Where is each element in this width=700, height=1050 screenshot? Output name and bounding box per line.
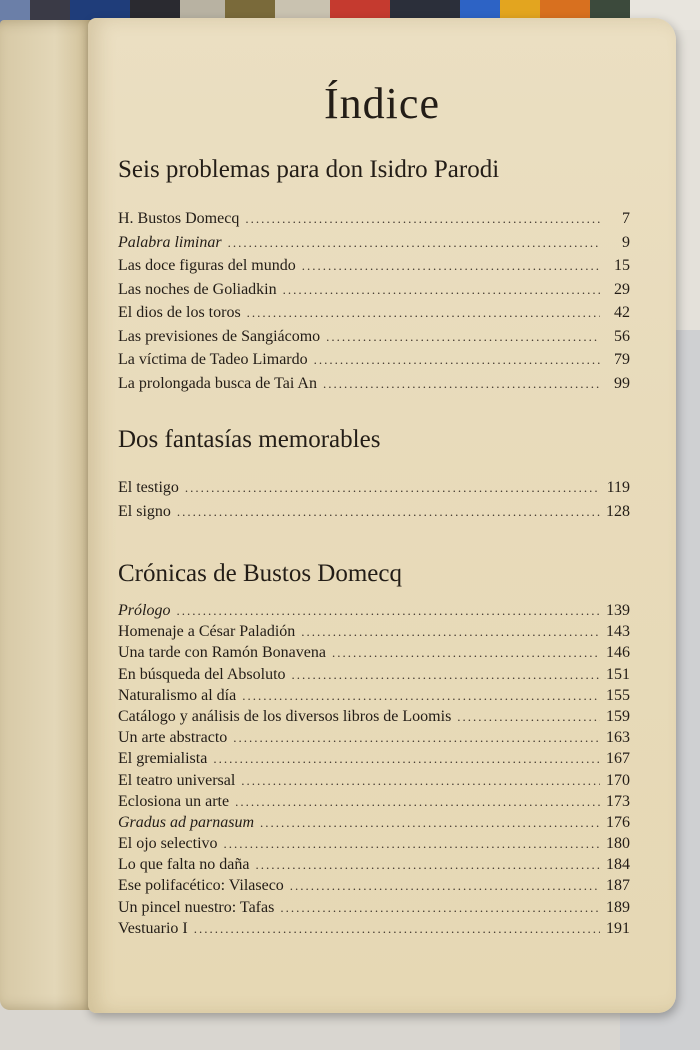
dot-leader bbox=[185, 480, 600, 496]
toc-entry-page-number: 170 bbox=[606, 771, 630, 789]
page-title: Índice bbox=[324, 79, 440, 128]
toc-entry-page-number: 189 bbox=[606, 898, 630, 916]
toc-entry bbox=[118, 687, 630, 708]
toc-entry-page-number: 42 bbox=[614, 304, 630, 321]
dot-leader bbox=[213, 751, 600, 767]
toc-entry-page-number: 159 bbox=[606, 707, 630, 725]
toc-entry bbox=[118, 708, 630, 729]
section-entries-1 bbox=[118, 210, 630, 398]
toc-entry-title: Prólogo bbox=[118, 602, 171, 619]
toc-entry-title: Las doce figuras del mundo bbox=[118, 257, 296, 274]
toc-entry-title: Palabra liminar bbox=[118, 233, 222, 251]
toc-entry-page-number: 155 bbox=[606, 686, 630, 704]
toc-entry bbox=[118, 856, 630, 877]
toc-entry bbox=[118, 375, 630, 399]
toc-entry-page-number: 184 bbox=[606, 856, 630, 874]
dot-leader bbox=[233, 730, 600, 746]
toc-entry bbox=[118, 304, 630, 328]
toc-entry-page-number: 29 bbox=[614, 280, 630, 298]
book-page bbox=[88, 18, 676, 1013]
toc-entry bbox=[118, 479, 630, 503]
toc-entry-page-number: 15 bbox=[614, 257, 630, 274]
toc-entry-page-number: 187 bbox=[606, 877, 630, 895]
toc-entry-title: Una tarde con Ramón Bonavena bbox=[118, 644, 326, 662]
toc-entry-title: Vestuario I bbox=[118, 919, 188, 937]
dot-leader bbox=[194, 921, 600, 937]
toc-entry-title: El dios de los toros bbox=[118, 304, 241, 321]
dot-leader bbox=[314, 352, 600, 368]
toc-entry-page-number: 99 bbox=[614, 374, 630, 392]
dot-leader bbox=[283, 282, 600, 298]
toc-entry bbox=[118, 920, 630, 941]
dot-leader bbox=[235, 794, 600, 810]
toc-entry-title: El gremialista bbox=[118, 750, 208, 768]
dot-leader bbox=[290, 878, 600, 894]
section-heading-3: Crónicas de Bustos Domecq bbox=[118, 560, 402, 587]
toc-entry-page-number: 173 bbox=[606, 792, 630, 810]
toc-entry bbox=[118, 835, 630, 856]
toc-entry-title: Naturalismo al día bbox=[118, 686, 237, 704]
dot-leader bbox=[242, 688, 600, 704]
toc-entry-page-number: 79 bbox=[614, 351, 630, 368]
toc-entry bbox=[118, 328, 630, 352]
toc-entry-title: Un arte abstracto bbox=[118, 729, 228, 747]
toc-entry-page-number: 163 bbox=[606, 729, 630, 747]
toc-entry-title: Homenaje a César Paladión bbox=[118, 623, 296, 641]
toc-entry-title: Las previsiones de Sangiácomo bbox=[118, 327, 321, 345]
toc-entry bbox=[118, 602, 630, 623]
toc-entry-page-number: 180 bbox=[606, 835, 630, 853]
toc-entry bbox=[118, 257, 630, 281]
toc-entry-page-number: 9 bbox=[622, 233, 630, 251]
dot-leader bbox=[302, 258, 600, 274]
toc-entry-page-number: 151 bbox=[606, 665, 630, 683]
toc-entry-page-number: 119 bbox=[606, 479, 630, 496]
toc-entry-page-number: 167 bbox=[606, 750, 630, 768]
toc-entry-title: Gradus ad parnasum bbox=[118, 813, 255, 831]
toc-entry bbox=[118, 877, 630, 898]
toc-entry bbox=[118, 750, 630, 771]
toc-entry-page-number: 7 bbox=[622, 210, 630, 227]
toc-entry-title: Ese polifacético: Vilaseco bbox=[118, 877, 284, 895]
section-entries-2 bbox=[118, 479, 630, 526]
dot-leader bbox=[301, 624, 600, 640]
section-entries-3 bbox=[118, 602, 630, 941]
toc-entry-page-number: 146 bbox=[606, 644, 630, 662]
dot-leader bbox=[332, 645, 600, 661]
toc-entry bbox=[118, 899, 630, 920]
dot-leader bbox=[177, 504, 600, 520]
toc-entry bbox=[118, 351, 630, 375]
dot-leader bbox=[280, 900, 600, 916]
toc-entry-page-number: 191 bbox=[606, 919, 630, 937]
toc-entry-title: El ojo selectivo bbox=[118, 835, 218, 853]
dot-leader bbox=[224, 836, 600, 852]
toc-entry-title: Las noches de Goliadkin bbox=[118, 280, 277, 298]
dot-leader bbox=[176, 603, 600, 619]
toc-entry bbox=[118, 623, 630, 644]
left-facing-page bbox=[0, 20, 100, 1010]
toc-entry-title: Catálogo y análisis de los diversos libros de Loomis bbox=[118, 707, 452, 725]
toc-entry-page-number: 56 bbox=[614, 327, 630, 345]
toc-entry-title: La prolongada busca de Tai An bbox=[118, 374, 317, 392]
toc-entry-title: Lo que falta no daña bbox=[118, 856, 250, 874]
toc-entry bbox=[118, 644, 630, 665]
toc-entry bbox=[118, 772, 630, 793]
dot-leader bbox=[228, 235, 600, 251]
toc-entry bbox=[118, 234, 630, 258]
toc-entry-title: La víctima de Tadeo Limardo bbox=[118, 351, 308, 368]
toc-entry-title: El teatro universal bbox=[118, 771, 236, 789]
dot-leader bbox=[245, 211, 600, 227]
toc-entry-page-number: 128 bbox=[606, 502, 630, 520]
toc-entry-title: El signo bbox=[118, 502, 171, 520]
toc-entry-title: Eclosiona un arte bbox=[118, 792, 230, 810]
section-heading-1: Seis problemas para don Isidro Parodi bbox=[118, 156, 500, 183]
toc-entry-title: En búsqueda del Absoluto bbox=[118, 665, 286, 683]
toc-entry bbox=[118, 666, 630, 687]
dot-leader bbox=[292, 667, 600, 683]
toc-entry-title: El testigo bbox=[118, 479, 179, 496]
toc-entry-page-number: 139 bbox=[606, 602, 630, 619]
toc-entry-page-number: 143 bbox=[606, 623, 630, 641]
dot-leader bbox=[247, 305, 600, 321]
dot-leader bbox=[256, 857, 601, 873]
toc-entry-title: Un pincel nuestro: Tafas bbox=[118, 898, 275, 916]
toc-entry bbox=[118, 281, 630, 305]
toc-entry bbox=[118, 210, 630, 234]
dot-leader bbox=[323, 376, 600, 392]
toc-entry bbox=[118, 814, 630, 835]
toc-entry-page-number: 176 bbox=[606, 813, 630, 831]
dot-leader bbox=[260, 815, 600, 831]
dot-leader bbox=[326, 329, 600, 345]
toc-entry-title: H. Bustos Domecq bbox=[118, 210, 240, 227]
section-heading-2: Dos fantasías memorables bbox=[118, 426, 381, 453]
dot-leader bbox=[241, 773, 600, 789]
toc-entry bbox=[118, 503, 630, 527]
toc-entry bbox=[118, 729, 630, 750]
dot-leader bbox=[457, 709, 600, 725]
toc-entry bbox=[118, 793, 630, 814]
